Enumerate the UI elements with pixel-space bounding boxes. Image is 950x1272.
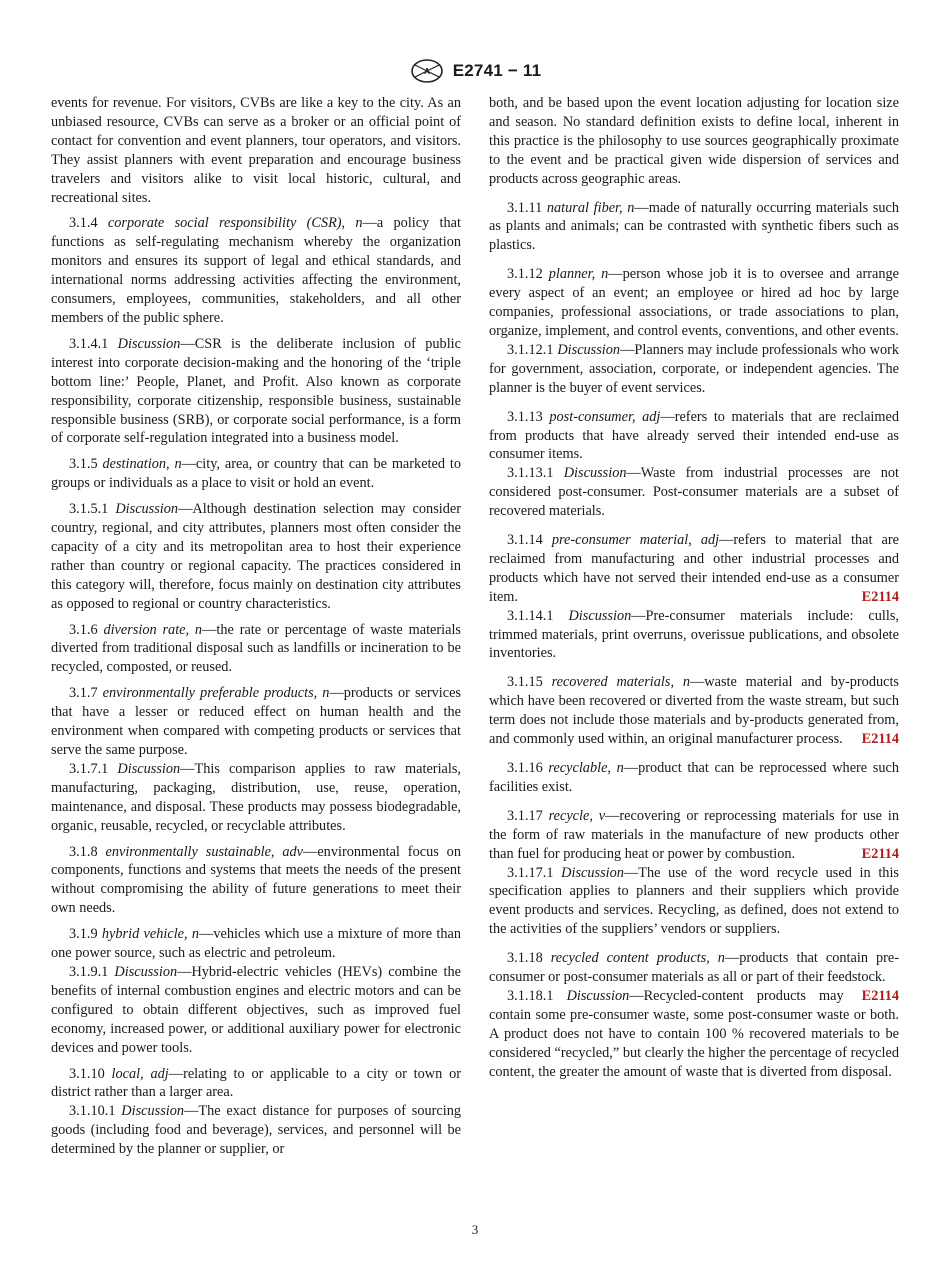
definition-3-1-18: 3.1.18 recycled content products, n—products that contain pre-consumer or post-consumer materials as all or part of their feedstock. E2114 [489,950,899,1004]
definition-3-1-14: 3.1.14 pre-consumer material, adj—refers to material that are reclaimed from manufacturing and other industrial processes and products which have not served their intended end-use as a consumer item. E2114 [489,532,899,605]
svg-text:A: A [423,67,430,76]
definition-3-1-15: 3.1.15 recovered materials, n—waste material and by-products which have been recovered or diverted from the waste stream, but such term does not include those materials and by-products generated from, and commonly used within, an original manufacturer process. E2114 [489,674,899,748]
discussion-3-1-18-1: 3.1.18.1 Discussion—Recycled-content products may contain some pre-consumer waste, some post-consumer waste or both. A product does not have to contain 100 % recovered materials to be considered “recycled,” but clearly the higher the percentage of recycled content, the greater the amount of waste that is diverted from disposal. [489,987,899,1080]
definition-3-1-9: 3.1.9 hybrid vehicle, n—vehicles which use a mixture of more than one power source, such as electric and petroleum. [51,926,462,962]
definition-3-1-11: 3.1.11 natural fiber, n—made of naturally occurring materials such as plants and animals; can be contrasted with synthetic fibers such as plastics. [489,199,899,254]
page-header [0,58,950,86]
definition-3-1-17: 3.1.17 recycle, v—recovering or reprocessing materials for use in the form of raw materials in the manufacture of new products other than fuel for producing heat or power by combustion. E2114 [489,807,899,862]
discussion-3-1-14-1: 3.1.14.1 Discussion—Pre-consumer materials include: culls, trimmed materials, print overruns, overissue publications, and obsolete inventories. [489,607,899,662]
discussion-3-1-12-1: 3.1.12.1 Discussion—Planners may include professionals who work for government, association, corporate, or independent agencies. The planner is the buyer of event services. [489,341,900,396]
definition-3-1-16: 3.1.16 recyclable, n—product that can be reprocessed where such facilities exist. [489,760,899,795]
definition-3-1-6: 3.1.6 diversion rate, n—the rate or percentage of waste materials diverted from traditional disposal such as landfills or incineration to be recycled, composted, or reused. [51,621,461,676]
page-number: 3 [471,1222,479,1237]
definition-3-1-7: 3.1.7 environmentally preferable products, n—products or services that have a lesser or reduced effect on human health and the environment when compared with competing products or services that serve the same purpose. [51,685,461,758]
definition-3-1-10: 3.1.10 local, adj—relating to or applicable to a city or town or district rather than a larger area. [51,1065,461,1101]
definition-3-1-13: 3.1.13 post-consumer, adj—refers to materials that are reclaimed from products that have already served their intended end-use as consumer items. [489,408,900,463]
reference-link[interactable]: E2114 [861,987,899,1004]
discussion-3-1-7-1: 3.1.7.1 Discussion—This comparison applies to raw materials, manufacturing, packaging, distribution, use, reuse, operation, maintenance, and disposal. These products may possess biodegradable, organic, reusable, recycled, or recyclable attributes. [51,760,461,834]
discussion-3-1-4-1: 3.1.4.1 Discussion—CSR is the deliberate inclusion of public interest into corporate decision-making and the honoring of the ‘triple bottom line:’ People, Planet, and Profit. Also known as corporate responsibility, corporate citizenship, responsible business, sustainable responsible business (SRB), or corporate social performance, is a form of corporate self-regulation integrated into a business model. [51,335,461,447]
definition-3-1-12: 3.1.12 planner, n—person whose job it is to oversee and arrange every aspect of an event; an employee or hired ad hoc by large companies, professional associations, or trade associations to plan, organize, implement, and control events, conventions, and other events. [489,266,899,339]
reference-link[interactable]: E2114 [861,845,899,862]
document-id: E2741 − 11 [452,61,542,80]
paragraph: both, and be based upon the event location adjusting for location size and season. No standard definition exists to define local, inherent in this practice is the philosophy to use sources geographically proximate to the event and be practical given wide dispersion of services and products across geographic areas. [489,95,899,187]
definition-3-1-4: 3.1.4 corporate social responsibility (CSR), n—a policy that functions as self-regulating mechanism whereby the organization monitors and ensures its support of legal and ethical standards, and international norms addressing activities affecting the environment, consumers, employees, communities, stakeholders, and all other members of the public sphere. [51,215,461,326]
discussion-3-1-13-1: 3.1.13.1 Discussion—Waste from industrial processes are not considered post-consumer. Post-consumer materials are a subset of recovered materials. [489,465,899,520]
discussion-3-1-5-1: 3.1.5.1 Discussion—Although destination selection may consider country, regional, and city attributes, planners most often consider the capacity of a city and its metropolitan area to host their experience rather than country or regional capacity. The practices considered in this category will, therefore, focus mainly on destination city attributes as opposed to regional or country characteristics. [51,501,461,612]
definition-3-1-8: 3.1.8 environmentally sustainable, adv—environmental focus on components, functions and systems that meets the needs of the present without compromising the ability of future generations to meet their own needs. [51,843,461,917]
discussion-3-1-17-1: 3.1.17.1 Discussion—The use of the word recycle used in this specification applies to planners and their suppliers which provide event products and services. Recycling, as defined, does not extend to the activities of the suppliers’ vendors or suppliers. [489,864,899,938]
left-column [51,94,461,1166]
discussion-3-1-9-1: 3.1.9.1 Discussion—Hybrid-electric vehicles (HEVs) combine the benefits of internal combustion engines and electric motors and can be configured to obtain different objectives, such as improved fuel economy, increased power, or additional auxiliary power for electronic devices and power tools. [51,963,461,1056]
discussion-3-1-10-1: 3.1.10.1 Discussion—The exact distance for purposes of sourcing goods (including food and beverage), services, and personnel will be determined by the planner or supplier, or [51,1103,461,1158]
paragraph: events for revenue. For visitors, CVBs are like a key to the city. As an unbiased resource, CVBs can serve as a broker or an official point of contact for convention and event planners, tour operators, and visitors. They assist planners with event preparation and encourage business travelers and visitors alike to visit local historic, cultural, and recreational sites. [51,95,461,206]
right-column [489,94,899,1089]
definition-3-1-5: 3.1.5 destination, n—city, area, or country that can be marketed to groups or individuals as a place to visit or hold an event. [51,456,461,492]
reference-link[interactable]: E2114 [861,588,899,605]
reference-link[interactable]: E2114 [861,731,899,748]
astm-logo-icon [409,58,445,84]
